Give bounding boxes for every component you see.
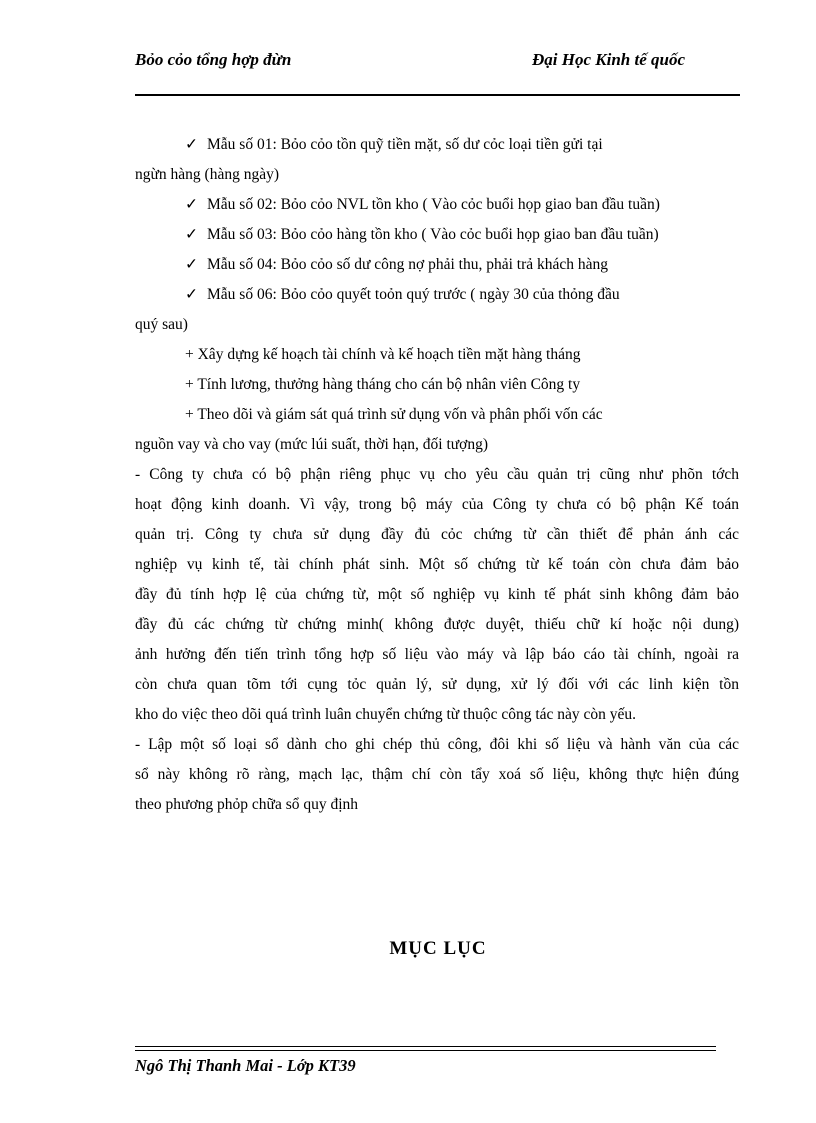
checkmark-icon: ✓ [185,196,198,213]
paragraph-last-line: kho do việc theo dõi quá trình luân chuyển chứng từ thuộc công tác này còn yếu. [135,706,637,723]
footer-author: Ngô Thị Thanh Mai - Lớp KT39 [135,1056,356,1075]
plus-item: + Theo dõi và giám sát quá trình sử dụng vốn và phân phối vốn các [185,406,603,423]
footer-divider [135,1046,716,1051]
checklist-text: Mẫu số 02: Bỏo cỏo NVL tồn kho ( Vào cỏc buổi họp giao ban đầu tuần) [207,196,660,213]
table-of-contents-title: MỤC LỤC [389,938,487,959]
paragraph-line: - Công ty chưa có bộ phận riêng phục vụ cho yêu cầu quản trị cũng như phõn tớch [135,466,739,483]
paragraph-line: đầy đủ tính hợp lệ của chứng từ, một số nghiệp vụ kinh tế phát sinh không đảm bảo [135,586,739,603]
checklist-text: Mẫu số 06: Bỏo cỏo quyết toỏn quý trước ( ngày 30 của thỏng đầu [207,286,620,303]
checklist-continuation: ngừn hàng (hàng ngày) [135,166,279,183]
checklist-item [135,190,739,220]
checkmark-icon: ✓ [185,226,198,243]
paragraph-line: sổ này không rõ ràng, mạch lạc, thậm chí còn tẩy xoá số liệu, không thực hiện đúng [135,766,739,783]
checkmark-icon: ✓ [185,256,198,273]
paragraph-line: nghiệp vụ kinh tế, tài chính phát sinh. Một số chứng từ kế toán còn chưa đảm bảo [135,556,739,573]
checklist-item [135,250,739,280]
body-content [135,130,739,820]
checklist-item [135,130,739,160]
header-university: Đại Học Kinh tế quốc [532,50,686,69]
paragraph-last-line: theo phương phỏp chữa sổ quy định [135,796,359,813]
header-report-title: Bỏo cỏo tổng hợp đừn [135,50,292,69]
checklist-text: Mẫu số 03: Bỏo cỏo hàng tồn kho ( Vào cỏc buổi họp giao ban đầu tuần) [207,226,659,243]
plus-item-continuation: nguồn vay và cho vay (mức lúi suất, thời hạn, đối tượng) [135,436,489,453]
checklist-item [135,280,739,310]
paragraph-line: quản trị. Công ty chưa sử dụng đầy đủ cỏc chứng từ cần thiết để phản ánh các [135,526,739,543]
paragraph-line: ảnh hưởng đến tiến trình tổng hợp số liệu vào máy và lập báo cáo tài chính, ngoài ra [135,646,739,663]
plus-item: + Tính lương, thưởng hàng tháng cho cán bộ nhân viên Công ty [185,376,581,393]
checkmark-icon: ✓ [185,136,198,153]
checklist-text: Mẫu số 01: Bỏo cỏo tồn quỹ tiền mặt, số dư cỏc loại tiền gửi tại [207,136,603,153]
paragraph-line: hoạt động kinh doanh. Vì vậy, trong bộ máy của Công ty chưa có bộ phận Kế toán [135,496,739,513]
paragraph-line: còn chưa quan tõm tới cụng tỏc quản lý, sử dụng, xử lý đối với các linh kiện tồn [135,676,739,693]
checklist-text: Mẫu số 04: Bỏo cỏo số dư công nợ phải thu, phải trả khách hàng [207,256,609,273]
plus-item: + Xây dựng kế hoạch tài chính và kế hoạch tiền mặt hàng tháng [185,346,581,363]
paragraph-so-sach [135,730,739,820]
paragraph-quan-tri [135,460,739,730]
page-header [135,50,740,96]
checklist-item [135,220,739,250]
paragraph-line: đầy đủ các chứng từ chứng minh( không được duyệt, thiếu chữ kí hoặc nội dung) [135,616,739,633]
checkmark-icon: ✓ [185,286,198,303]
paragraph-line: - Lập một số loại sổ dành cho ghi chép thủ công, đôi khi số liệu và hành văn của các [135,736,739,753]
checklist-continuation: quý sau) [135,316,188,333]
